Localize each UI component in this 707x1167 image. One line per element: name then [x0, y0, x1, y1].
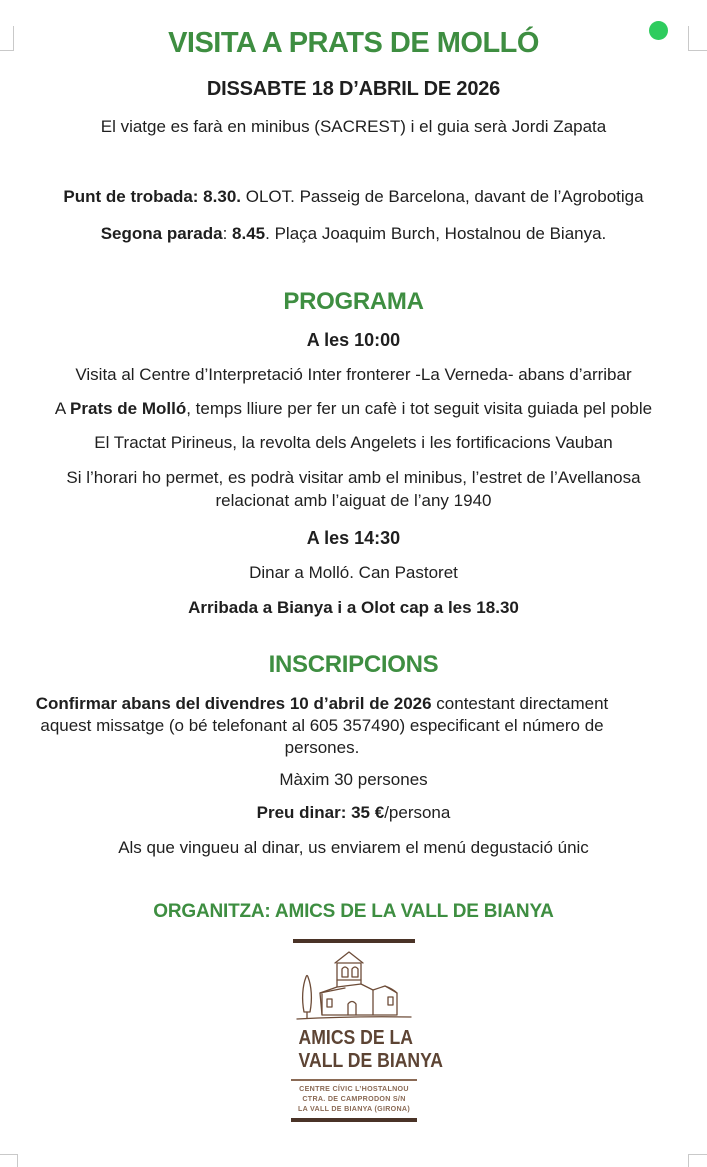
program-item-tractat-pirineus: El Tractat Pirineus, la revolta dels Angelets i les fortificacions Vauban — [94, 433, 613, 452]
organizer-logo — [291, 939, 443, 1122]
logo-top-rule — [293, 939, 415, 943]
meeting-point-text: OLOT. Passeig de Barcelona, davant de l’Agrobotiga — [241, 187, 644, 206]
program-heading: PROGRAMA — [283, 288, 424, 315]
program-item-2-text: , temps lliure per fer un cafè i tot seguit visita guiada pel poble — [186, 399, 653, 418]
flyer-page — [0, 26, 707, 1167]
second-stop-separator: : — [222, 224, 233, 243]
confirm-line — [0, 693, 644, 759]
program-item-interpretation-centre: Visita al Centre d’Interpretació Inter fronterer -La Verneda- abans d’arribar — [75, 365, 632, 384]
program-item-prats-de-mollo — [0, 398, 707, 419]
second-stop-label: Segona parada — [100, 224, 223, 243]
page-corner-bottom-right — [688, 1154, 707, 1167]
page-corner-bottom-left — [0, 1154, 18, 1167]
logo-address-block — [291, 1079, 417, 1122]
price-label: Preu dinar: 35 € — [256, 803, 385, 822]
organizer-line: ORGANITZA: AMICS DE LA VALL DE BIANYA — [153, 901, 554, 922]
meeting-point-label: Punt de trobada: 8.30. — [63, 187, 241, 206]
program-item-return: Arribada a Bianya i a Olot cap a les 18.30 — [188, 598, 519, 617]
price-line — [0, 802, 707, 823]
church-sketch-icon — [293, 947, 415, 1027]
program-item-2-place: Prats de Molló — [70, 399, 187, 418]
green-status-dot-icon — [649, 21, 668, 40]
logo-name-line2: VALL DE BIANYA — [298, 1050, 443, 1072]
max-persons-line: Màxim 30 persones — [279, 770, 428, 789]
program-time-afternoon: A les 14:30 — [306, 528, 401, 548]
logo-address-line1: CENTRE CÍVIC L’HOSTALNOU — [298, 1084, 409, 1093]
event-date: DISSABTE 18 D’ABRIL DE 2026 — [206, 78, 501, 100]
logo-address-line2: CTRA. DE CAMPRODON S/N — [301, 1094, 406, 1103]
program-item-avellanosa: Si l’horari ho permet, es podrà visitar amb el minibus, l’estret de l’Avellanosa relacionat amb l’aiguat de l’any 1940 — [66, 468, 641, 510]
meeting-point-line — [0, 186, 707, 207]
program-item-2-prefix: A — [54, 399, 71, 418]
menu-line: Als que vingueu al dinar, us enviarem el menú degustació únic — [118, 838, 589, 857]
confirm-text: contestant directament aquest missatge (o bé telefonant al 605 357490) especificant el número de persones. — [40, 694, 609, 757]
confirm-deadline: Confirmar abans del divendres 10 d’abril de 2026 — [35, 694, 432, 713]
program-item-lunch: Dinar a Molló. Can Pastoret — [249, 563, 458, 582]
second-stop-text: . Plaça Joaquim Burch, Hostalnou de Bianya. — [265, 224, 607, 243]
second-stop-line — [0, 223, 707, 244]
page-corner-top-left — [0, 26, 14, 51]
price-unit: /persona — [384, 803, 451, 822]
program-time-morning: A les 10:00 — [306, 330, 401, 350]
inscriptions-heading: INSCRIPCIONS — [268, 651, 439, 678]
second-stop-time: 8.45 — [232, 224, 266, 243]
page-corner-top-right — [688, 26, 707, 51]
logo-name-line1: AMICS DE LA — [298, 1027, 413, 1049]
logo-address-line3: LA VALL DE BIANYA (GIRONA) — [297, 1104, 410, 1113]
intro-line: El viatge es farà en minibus (SACREST) i el guia serà Jordi Zapata — [100, 117, 607, 136]
page-title: VISITA A PRATS DE MOLLÓ — [168, 27, 539, 59]
